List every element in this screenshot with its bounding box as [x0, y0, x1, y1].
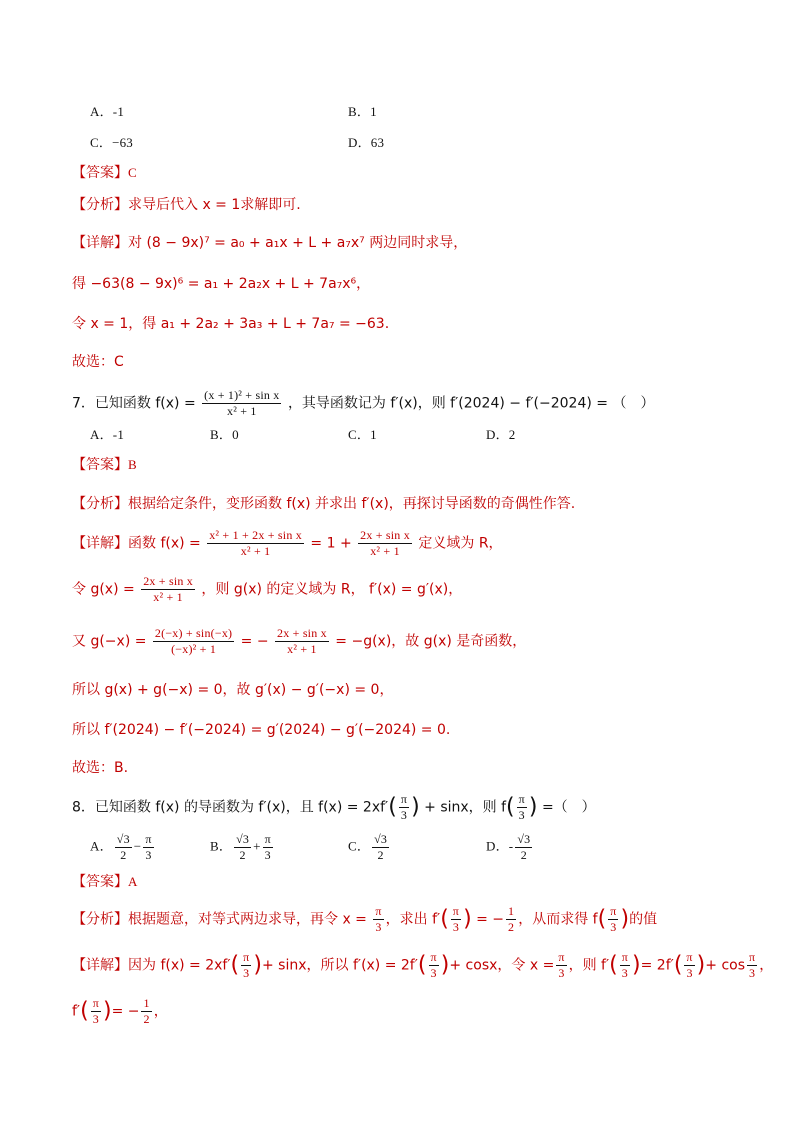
paren: ): [440, 952, 450, 978]
option-c: C．−63: [90, 135, 134, 150]
detail-text: ，: [759, 957, 774, 974]
numerator: √3: [236, 832, 250, 846]
denominator: (−x)² + 1: [171, 642, 217, 656]
detail-tag: 【详解】: [72, 535, 128, 552]
numerator: x² + 1 + 2x + sin x: [209, 528, 302, 542]
option-label: A．: [90, 838, 113, 854]
detail-text: 令 g(x) =: [72, 581, 135, 598]
denominator: x² + 1: [153, 590, 183, 604]
detail-text: ，则 f′: [568, 957, 610, 974]
option-a: A．-1: [90, 427, 125, 442]
stem-text: ，其导函数记为 f′(x)，则 f′(2024) − f′(−2024) = （ ）: [287, 395, 655, 412]
analysis-tag: 【分析】: [72, 496, 128, 512]
analysis-text: ，从而求得 f: [518, 911, 598, 928]
paren: ): [411, 794, 420, 820]
question-7-stem: [72, 388, 654, 419]
fraction: [207, 528, 304, 559]
detail-tag: 【详解】: [72, 235, 128, 251]
fraction: [429, 950, 439, 981]
paren: ): [632, 952, 641, 978]
denominator: 3: [145, 848, 152, 862]
numerator: π: [452, 904, 460, 918]
detail-text: 因为 f(x) = 2xf′: [128, 957, 231, 974]
detail-text: = −g(x)，故 g(x) 是奇函数，: [335, 633, 527, 650]
option-c: [348, 832, 391, 863]
denominator: 2: [120, 848, 127, 862]
answer-line: [72, 872, 138, 892]
analysis-tag: 【分析】: [72, 197, 128, 213]
answer-value: C: [128, 165, 137, 180]
denominator: 3: [92, 1012, 99, 1026]
detail-tag: 【详解】: [72, 957, 128, 974]
denominator: 3: [375, 920, 382, 934]
denominator: 3: [686, 966, 693, 980]
operator: −: [133, 838, 142, 854]
denominator: 2: [508, 920, 515, 934]
paren: (: [673, 952, 683, 978]
denominator: 3: [243, 966, 250, 980]
numerator: π: [264, 832, 271, 846]
analysis-text: = −: [476, 911, 505, 928]
numerator: 2(−x) + sin(−x): [154, 626, 233, 640]
answer-line: [72, 163, 137, 183]
option-b: B．0: [210, 427, 239, 442]
detail-line: [72, 996, 168, 1027]
conclusion: 故选：B.: [72, 760, 129, 776]
paren: (: [388, 794, 397, 820]
fraction: [556, 950, 566, 981]
denominator: 3: [610, 920, 617, 934]
detail-text: 又 g(−x) =: [72, 633, 147, 650]
fraction: [608, 904, 618, 935]
fraction: [141, 996, 151, 1027]
denominator: 3: [452, 920, 460, 934]
detail-text: ，: [153, 1003, 168, 1020]
detail-line: [72, 528, 503, 559]
detail-text: 函数 f(x) =: [128, 535, 201, 552]
paren: ): [253, 952, 262, 978]
numerator: 2x + sin x: [360, 528, 410, 542]
option-a: A．-1: [90, 104, 125, 119]
question-8-stem: [72, 792, 596, 823]
fraction: [684, 950, 694, 981]
numerator: √3: [116, 832, 130, 846]
analysis-text: 求导后代入 x = 1求解即可.: [128, 197, 301, 213]
answer-value: B: [128, 457, 137, 472]
fraction: [275, 626, 329, 657]
numerator: π: [518, 792, 525, 806]
denominator: 2: [377, 848, 384, 862]
numerator: π: [621, 950, 629, 964]
detail-text: = −: [111, 1003, 140, 1020]
denominator: 3: [264, 848, 271, 862]
option-d: D．63: [348, 135, 385, 150]
analysis-line: [72, 494, 575, 514]
detail-text: + sinx，所以 f′(x) = 2f′: [261, 957, 418, 974]
fraction: [234, 832, 251, 863]
fraction: [517, 792, 527, 823]
numerator: 1: [508, 904, 515, 918]
fraction: [241, 950, 251, 981]
paren: (: [597, 906, 607, 932]
fraction: [358, 528, 412, 559]
denominator: x² + 1: [370, 544, 400, 558]
fraction: [91, 996, 101, 1027]
detail-text: ，则 g(x) 的定义域为 R， f′(x) = g′(x)，: [201, 581, 463, 598]
denominator: 3: [749, 966, 756, 980]
denominator: 2: [239, 848, 246, 862]
analysis-text: ，求出 f′: [385, 911, 441, 928]
fraction: [202, 388, 281, 419]
conclusion: 故选：C: [72, 354, 124, 370]
denominator: 3: [518, 808, 525, 822]
numerator: π: [375, 904, 382, 918]
detail-line: 所以 g(x) + g(−x) = 0，故 g′(x) − g′(−x) = 0，: [72, 682, 394, 698]
stem-text: 7．已知函数 f(x) =: [72, 395, 196, 412]
detail-text: = 2f′: [640, 957, 674, 974]
paren: (: [440, 906, 449, 932]
detail-text: 定义域为 R，: [418, 535, 503, 552]
denominator: x² + 1: [287, 642, 317, 656]
fraction: [747, 950, 757, 981]
detail-text: = −: [240, 633, 269, 650]
detail-line: 所以 f′(2024) − f′(−2024) = g′(2024) − g′(−2024) = 0.: [72, 722, 451, 738]
numerator: (x + 1)² + sin x: [204, 388, 280, 402]
option-label: C．: [348, 838, 371, 854]
paren: ): [696, 952, 706, 978]
fraction: [143, 832, 153, 863]
denominator: x² + 1: [227, 404, 257, 418]
detail-text: f′: [72, 1003, 81, 1020]
numerator: √3: [517, 832, 531, 846]
detail-line: 令 x = 1，得 a₁ + 2a₂ + 3a₃ + L + 7a₇ = −63.: [72, 316, 390, 332]
denominator: 2: [143, 1012, 150, 1026]
analysis-line: [72, 195, 301, 215]
option-d: [486, 832, 534, 863]
option-c: C．1: [348, 427, 377, 442]
numerator: π: [558, 950, 565, 964]
denominator: 3: [621, 966, 628, 980]
answer-tag: 【答案】: [72, 457, 128, 473]
answer-tag: 【答案】: [72, 165, 128, 181]
detail-text: + cosx，令 x =: [449, 957, 555, 974]
detail-line: [72, 626, 526, 657]
detail-line: [72, 574, 462, 605]
fraction: [506, 904, 516, 935]
detail-line: [72, 950, 773, 981]
paren: ): [620, 906, 630, 932]
denominator: 3: [558, 966, 565, 980]
detail-text: = 1 +: [310, 535, 352, 552]
fraction: [115, 832, 132, 863]
numerator: 1: [143, 996, 150, 1010]
fraction: [620, 950, 630, 981]
fraction: [399, 792, 409, 823]
option-label: B．: [210, 838, 233, 854]
denominator: 3: [430, 966, 437, 980]
numerator: π: [243, 950, 250, 964]
fraction: [515, 832, 532, 863]
analysis-text: 根据题意，对等式两边求导，再令 x =: [128, 911, 367, 928]
numerator: π: [400, 792, 408, 806]
numerator: π: [749, 950, 756, 964]
fraction: [372, 832, 389, 863]
numerator: π: [92, 996, 99, 1010]
fraction: [373, 904, 383, 935]
detail-line: [72, 233, 467, 253]
option-label: D．-: [486, 838, 514, 854]
option-a: [90, 832, 156, 863]
analysis-text: 根据给定条件，变形函数 f(x) 并求出 f′(x)，再探讨导函数的奇偶性作答.: [128, 496, 576, 512]
option-b: [210, 832, 275, 863]
option-b: B．1: [348, 104, 377, 119]
answer-value: A: [128, 874, 138, 889]
paren: ): [463, 906, 472, 932]
numerator: √3: [374, 832, 388, 846]
denominator: x² + 1: [240, 544, 271, 558]
analysis-line: [72, 904, 657, 935]
stem-text: =（ ）: [541, 799, 596, 816]
denominator: 3: [400, 808, 408, 822]
numerator: 2x + sin x: [277, 626, 327, 640]
fraction: [263, 832, 273, 863]
option-d: D．2: [486, 427, 516, 442]
paren: (: [609, 952, 618, 978]
stem-text: + sinx，则 f: [424, 799, 507, 816]
numerator: π: [430, 950, 437, 964]
answer-tag: 【答案】: [72, 874, 128, 890]
numerator: π: [610, 904, 617, 918]
numerator: π: [145, 832, 152, 846]
paren: (: [230, 952, 240, 978]
analysis-text: 的值: [629, 911, 658, 928]
paren: (: [80, 998, 89, 1024]
detail-line: 得 −63(8 − 9x)⁶ = a₁ + 2a₂x + L + 7a₇x⁶，: [72, 276, 371, 292]
operator: +: [253, 838, 261, 854]
detail-text: + cos: [705, 957, 746, 974]
paren: (: [417, 952, 427, 978]
paren: (: [506, 794, 515, 820]
denominator: 2: [520, 848, 527, 862]
stem-text: 8．已知函数 f(x) 的导函数为 f′(x)，且 f(x) = 2xf′: [72, 799, 389, 816]
detail-text: 对 (8 − 9x)⁷ = a₀ + a₁x + L + a₇x⁷ 两边同时求导，: [128, 235, 468, 251]
fraction: [141, 574, 195, 605]
numerator: π: [686, 950, 693, 964]
paren: ): [102, 998, 112, 1024]
fraction: [451, 904, 461, 935]
analysis-tag: 【分析】: [72, 911, 128, 928]
answer-line: [72, 455, 137, 475]
paren: ): [528, 794, 538, 820]
numerator: 2x + sin x: [143, 574, 193, 588]
fraction: [153, 626, 234, 657]
